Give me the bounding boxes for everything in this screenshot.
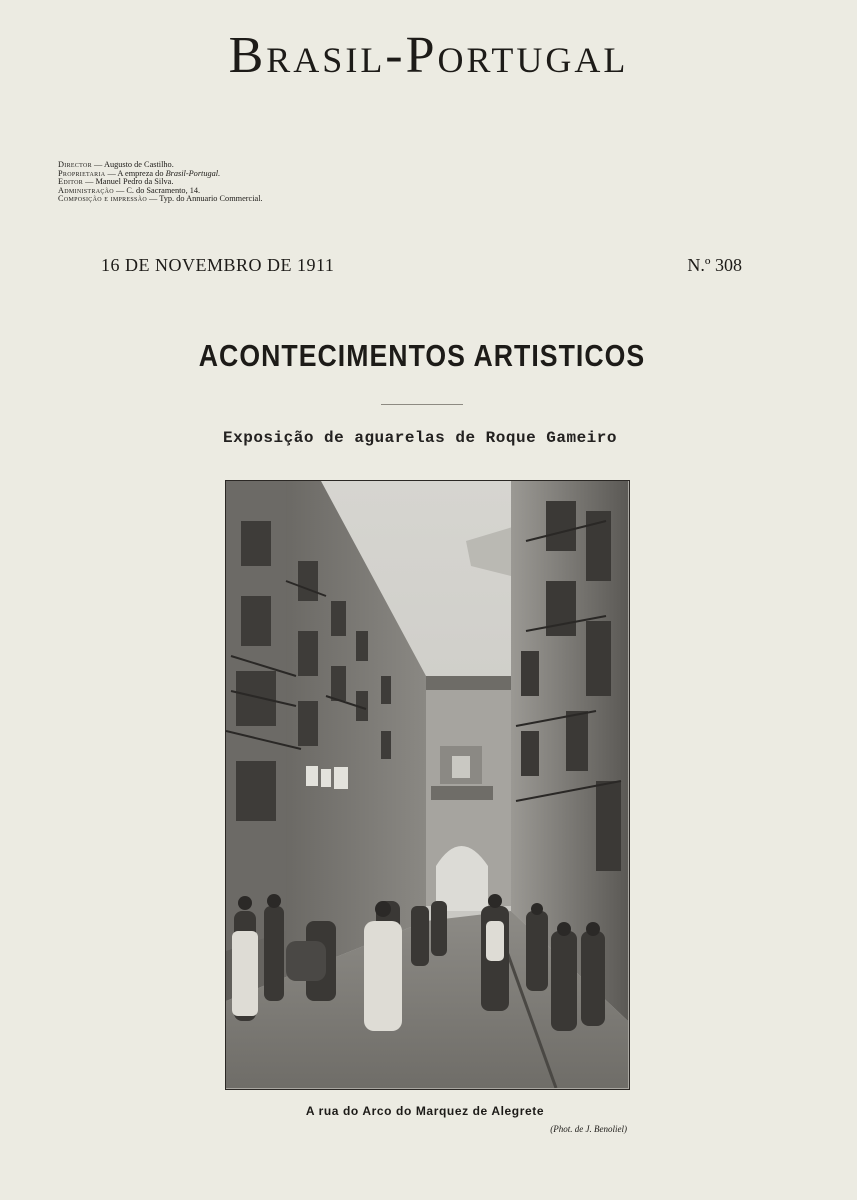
credit-sep: — [83, 177, 96, 187]
credits-block [58, 161, 263, 204]
article-headline: ACONTECIMENTOS ARTISTICOS [198, 338, 646, 373]
credit-role: Composição e impressão [58, 194, 147, 204]
credit-value-italic: Brasil-Portugal. [165, 168, 221, 178]
masthead-title: Brasil-Portugal [228, 27, 629, 84]
credit-value: Augusto de Castilho. [103, 160, 174, 169]
credit-value: C. do Sacramento, 14. [126, 185, 201, 195]
credit-role: Administração [58, 185, 114, 195]
credit-value: Manuel Pedro da Silva. [95, 177, 174, 187]
credit-row [58, 195, 263, 204]
credit-sep: — [113, 185, 127, 195]
article-subhead: Exposição de aguarelas de Roque Gameiro [223, 429, 617, 447]
issue-number: N.º 308 [687, 255, 742, 275]
credit-sep: — [105, 168, 118, 178]
credit-value: A empreza do [117, 168, 166, 178]
credit-sep: — [146, 194, 160, 204]
street-photograph [225, 480, 630, 1090]
credit-sep: — [91, 160, 104, 169]
photo-credit: (Phot. de J. Benoliel) [550, 1124, 627, 1134]
credit-role: Editor [58, 177, 84, 187]
issue-date: 16 DE NOVEMBRO DE 1911 [101, 255, 335, 275]
photo-caption: A rua do Arco do Marquez de Alegrete [305, 1104, 545, 1118]
credit-value: Typ. do Annuario Commercial. [159, 194, 263, 204]
credit-role: Director [58, 160, 92, 169]
credit-role: Proprietaria [58, 168, 106, 178]
divider-rule [381, 404, 463, 405]
street-scene-illustration [226, 481, 628, 1088]
